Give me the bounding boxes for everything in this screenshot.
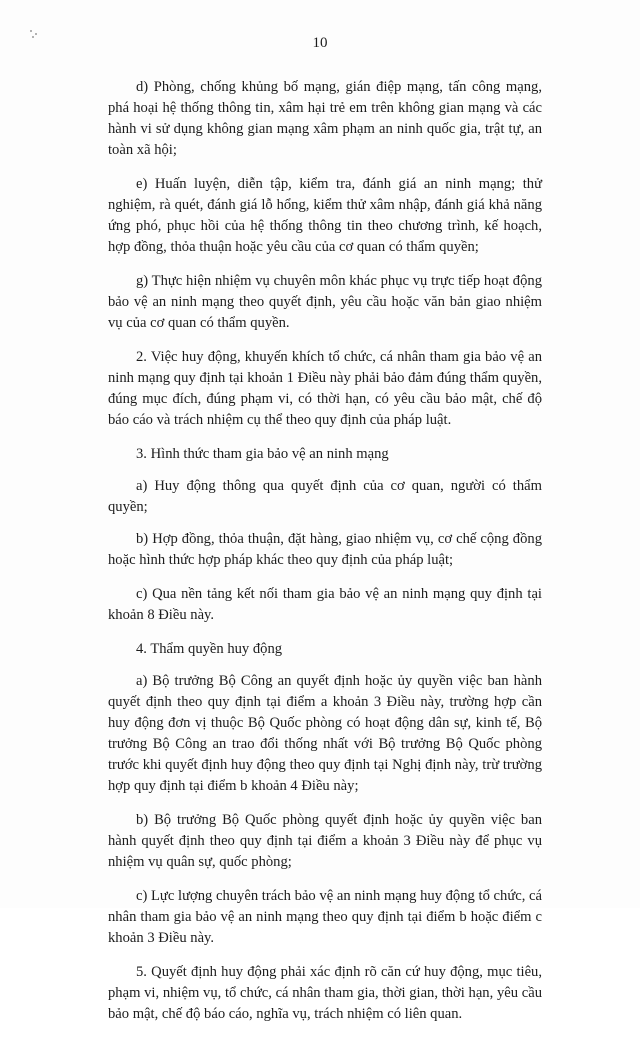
paragraph-1g: g) Thực hiện nhiệm vụ chuyên môn khác phục vụ trực tiếp hoạt động bảo vệ an ninh mạng theo quyết định, yêu cầu hoặc văn bản giao nhiệm vụ của cơ quan có thẩm quyền.: [108, 273, 542, 331]
paragraph-1d: d) Phòng, chống khủng bố mạng, gián điệp mạng, tấn công mạng, phá hoại hệ thống thông tin, xâm hại trẻ em trên không gian mạng và các hành vi sử dụng không gian mạng xâm phạm an ninh quốc gia, trật tự, an toàn xã hội;: [108, 79, 542, 158]
document-body: [108, 77, 542, 1038]
paragraph-3b: b) Hợp đồng, thỏa thuận, đặt hàng, giao nhiệm vụ, cơ chế cộng đồng hoặc hình thức hợp pháp khác theo quy định của pháp luật;: [108, 531, 542, 568]
paragraph-4b: b) Bộ trưởng Bộ Quốc phòng quyết định hoặc ủy quyền việc ban hành quyết định theo quy định tại điểm a khoản 3 Điều này để phục vụ nhiệm vụ quân sự, quốc phòng;: [108, 812, 542, 870]
paragraph-1e: e) Huấn luyện, diễn tập, kiểm tra, đánh giá an ninh mạng; thử nghiệm, rà quét, đánh giá lỗ hổng, kiểm thử xâm nhập, đánh giá khả năng ứng phó, phục hồi của hệ thống thông tin theo chương trình, kế hoạch, hợp đồng, thỏa thuận hoặc yêu cầu của cơ quan có thẩm quyền;: [108, 176, 542, 255]
paragraph-5: 5. Quyết định huy động phải xác định rõ căn cứ huy động, mục tiêu, phạm vi, nhiệm vụ, tổ chức, cá nhân tham gia, thời gian, thời hạn, yêu cầu bảo mật, chế độ báo cáo, nghĩa vụ, trách nhiệm có liên quan.: [108, 964, 542, 1022]
paragraph-4a: a) Bộ trưởng Bộ Công an quyết định hoặc ủy quyền việc ban hành quyết định theo quy định tại điểm a khoản 3 Điều này, trường hợp cần huy động đơn vị thuộc Bộ Quốc phòng có hoạt động dân sự, kinh tế, Bộ trưởng Bộ Công an trao đổi thống nhất với Bộ trưởng Bộ Quốc phòng trước khi quyết định huy động theo quy định tại Nghị định này, trừ trường hợp quy định tại điểm b khoản 4 Điều này;: [108, 673, 542, 794]
paragraph-2: 2. Việc huy động, khuyến khích tổ chức, cá nhân tham gia bảo vệ an ninh mạng quy định tại khoản 1 Điều này phải bảo đảm đúng thẩm quyền, đúng mục đích, đúng phạm vi, có thời hạn, có yêu cầu bảo mật, chế độ báo cáo và trách nhiệm cụ thể theo quy định của pháp luật.: [108, 349, 542, 428]
paragraph-3a: a) Huy động thông qua quyết định của cơ quan, người có thẩm quyền;: [108, 478, 542, 515]
heading-4: 4. Thẩm quyền huy động: [136, 641, 283, 657]
heading-3: 3. Hình thức tham gia bảo vệ an ninh mạng: [136, 446, 389, 462]
page-number: 10: [312, 35, 328, 51]
paragraph-3c: c) Qua nền tảng kết nối tham gia bảo vệ an ninh mạng quy định tại khoản 8 Điều này.: [108, 586, 542, 623]
paragraph-4c: c) Lực lượng chuyên trách bảo vệ an ninh mạng huy động tổ chức, cá nhân tham gia bảo vệ an ninh mạng theo quy định tại điểm b hoặc điểm c khoản 3 Điều này.: [108, 888, 542, 946]
